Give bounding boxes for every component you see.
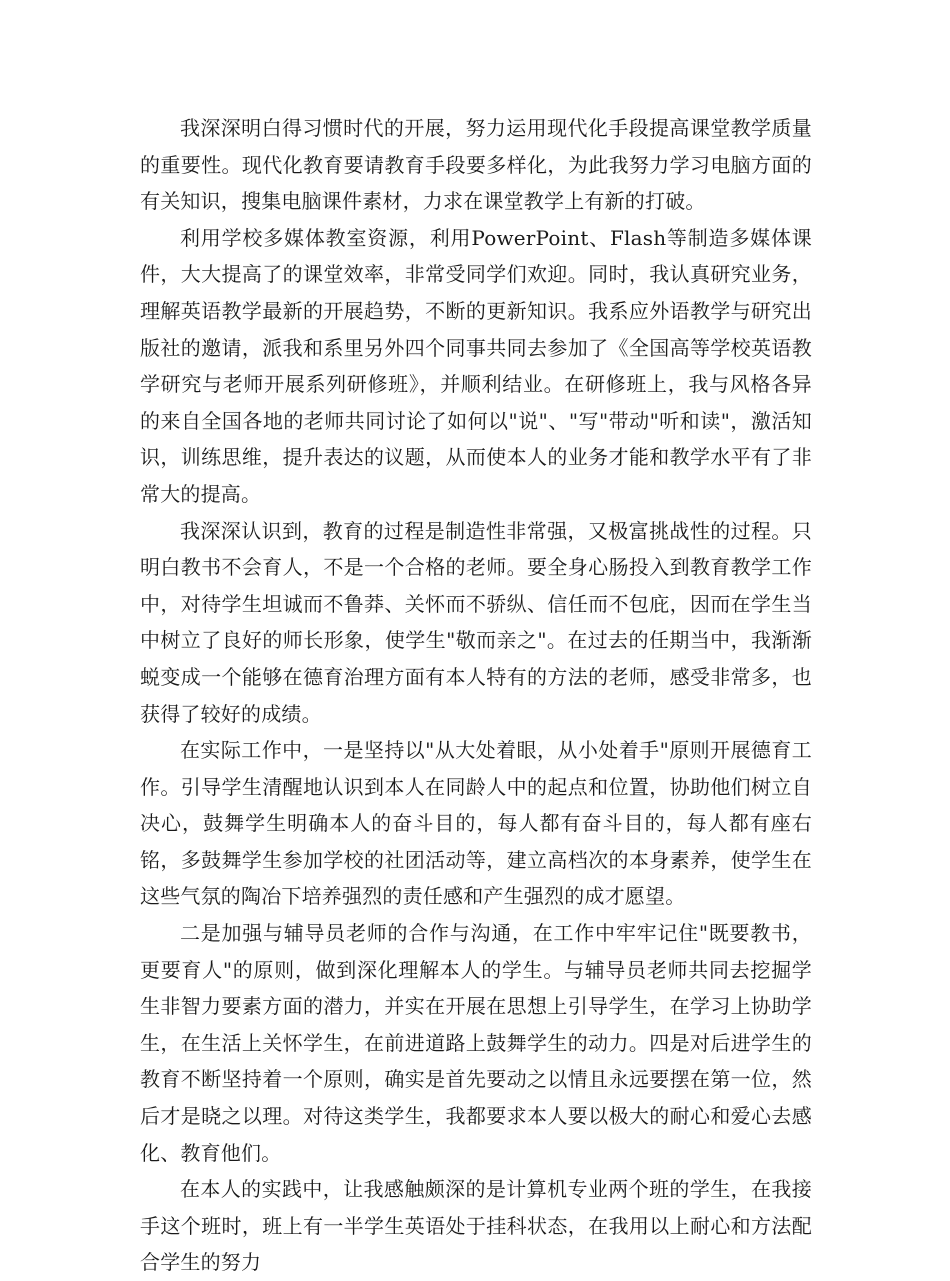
paragraph-5: 二是加强与辅导员老师的合作与沟通，在工作中牢牢记住"既要教书，更要育人"的原则，做到深化理解本人的学生。与辅导员老师共同去挖掘学生非智力要素方面的潜力，并实在开展在思想上引导学生，在学习上协助学生，在生活上关怀学生，在前进道路上鼓舞学生的动力。四是对后进学生的教育不断坚持着一个原则，确实是首先要动之以情且永远要摆在第一位，然后才是晓之以理。对待这类学生，我都要求本人要以极大的耐心和爱心去感化、教育他们。: [140, 921, 812, 1165]
paragraph-4: 在实际工作中，一是坚持以"从大处着眼，从小处着手"原则开展德育工作。引导学生清醒地认识到本人在同龄人中的起点和位置，协助他们树立自决心，鼓舞学生明确本人的奋斗目的，每人都有奋斗目的，每人都有座右铭，多鼓舞学生参加学校的社团活动等，建立高档次的本身素养，使学生在这些气氛的陶冶下培养强烈的责任感和产生强烈的成才愿望。: [140, 738, 812, 909]
document-body: [140, 110, 812, 1281]
paragraph-1: 我深深明白得习惯时代的开展，努力运用现代化手段提高课堂教学质量的重要性。现代化教育要请教育手段要多样化，为此我努力学习电脑方面的有关知识，搜集电脑课件素材，力求在课堂教学上有新的打破。: [140, 116, 812, 214]
paragraph-3: 我深深认识到，教育的过程是制造性非常强，又极富挑战性的过程。只明白教书不会育人，不是一个合格的老师。要全身心肠投入到教育教学工作中，对待学生坦诚而不鲁莽、关怀而不骄纵、信任而不包庇，因而在学生当中树立了良好的师长形象，使学生"敬而亲之"。在过去的任期当中，我渐渐蜕变成一个能够在德育治理方面有本人特有的方法的老师，感受非常多，也获得了较好的成绩。: [140, 518, 812, 726]
paragraph-6: 在本人的实践中，让我感触颇深的是计算机专业两个班的学生，在我接手这个班时，班上有一半学生英语处于挂科状态，在我用以上耐心和方法配合学生的努力: [140, 1177, 812, 1275]
paragraph-2: 利用学校多媒体教室资源，利用PowerPoint、Flash等制造多媒体课件，大大提高了的课堂效率，非常受同学们欢迎。同时，我认真研究业务，理解英语教学最新的开展趋势，不断的更新知识。我系应外语教学与研究出版社的邀请，派我和系里另外四个同事共同去参加了《全国高等学校英语教学研究与老师开展系列研修班》，并顺利结业。在研修班上，我与风格各异的来自全国各地的老师共同讨论了如何以"说"、"写"带动"听和读"，激活知识，训练思维，提升表达的议题，从而使本人的业务才能和教学水平有了非常大的提高。: [140, 225, 812, 506]
